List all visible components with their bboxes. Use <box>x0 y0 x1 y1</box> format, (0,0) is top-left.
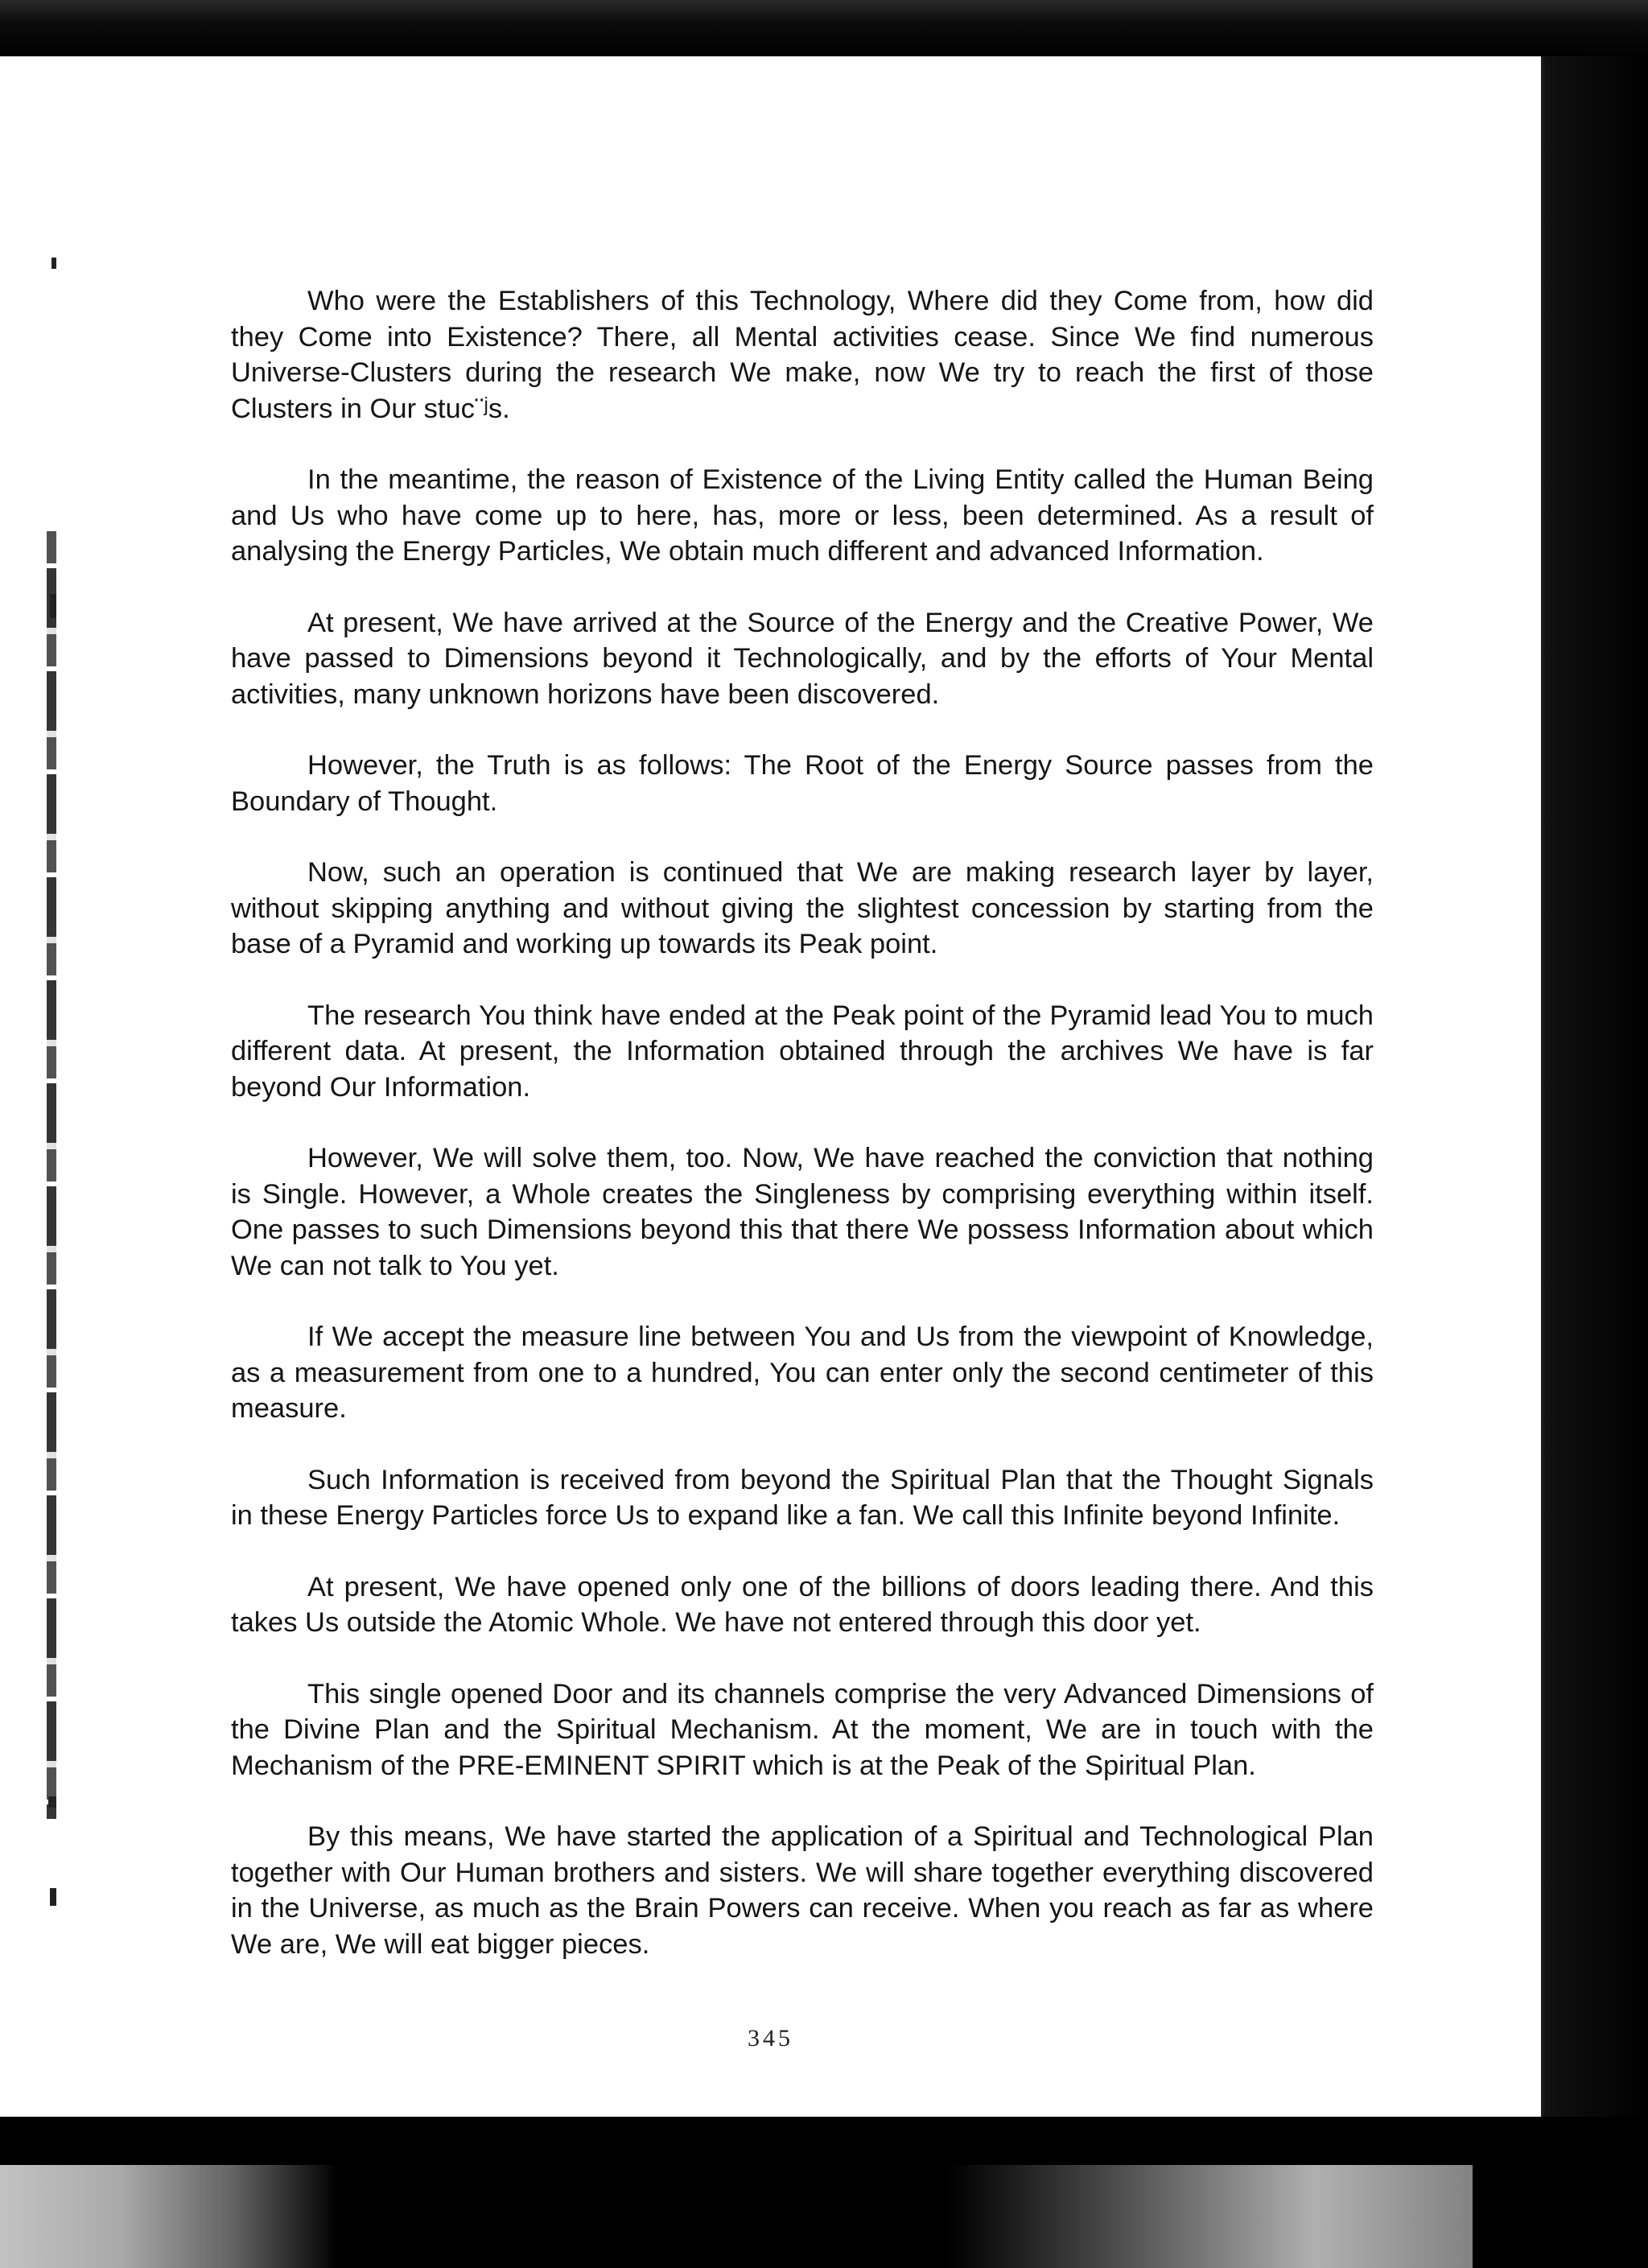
binding-mark <box>50 594 56 618</box>
binding-mark <box>48 1796 56 1808</box>
scan-glare-right <box>950 2165 1473 2268</box>
paragraph-9: Such Information is received from beyond the Spiritual Plan that the Thought Signals in these Energy Particles force Us to expand like a fan. We call this Infinite beyond Infinite. <box>231 1464 1374 1531</box>
paragraph-1: Who were the Establishers of this Technology, Where did they Come from, how did they Come into Existence? There, all Mental activities cease. Since We find numerous Universe-Clusters during the research We make, now We try to reach the first of those Clusters in Our stuc¨ʲs. <box>231 286 1374 424</box>
body-text <box>231 283 1374 1998</box>
paragraph-11: This single opened Door and its channels comprise the very Advanced Dimensions of the Divine Plan and the Spiritual Mechanism. At the moment, We are in touch with the Mechanism of the PRE-EMINENT SPIRIT which is at the Peak of the Spiritual Plan. <box>231 1678 1374 1781</box>
page-number: 345 <box>748 2025 793 2052</box>
scan-glare-left <box>0 2165 338 2268</box>
paragraph-5: Now, such an operation is continued that We are making research layer by layer, without skipping anything and without giving the slightest concession by starting from the base of a Pyramid and working up towards its Peak point. <box>231 857 1374 959</box>
binding-shadow <box>47 531 56 1819</box>
scan-top-border <box>0 0 1648 63</box>
paragraph-10: At present, We have opened only one of the billions of doors leading there. And this takes Us outside the Atomic Whole. We have not entered through this door yet. <box>231 1571 1374 1638</box>
paragraph-12: By this means, We have started the application of a Spiritual and Technological Plan together with Our Human brothers and sisters. We will share together everything discovered in the Universe, as much as the Brain Powers can receive. When you reach as far as where We are, We will eat bigger pieces. <box>231 1821 1374 1960</box>
paragraph-3: At present, We have arrived at the Source of the Energy and the Creative Power, We have passed to Dimensions beyond it Technologically, and by the efforts of Your Mental activities, many unknown horizons have been discovered. <box>231 607 1374 710</box>
paragraph-8: If We accept the measure line between You and Us from the viewpoint of Knowledge, as a measurement from one to a hundred, You can enter only the second centimeter of this measure. <box>231 1322 1374 1424</box>
binding-mark <box>50 1888 56 1906</box>
binding-mark <box>52 258 56 269</box>
paragraph-2: In the meantime, the reason of Existence of the Living Entity called the Human Being and Us who have come up to here, has, more or less, been determined. As a result of analysing the Energy Particles, We obtain much different and advanced Information. <box>231 464 1374 567</box>
paragraph-4: However, the Truth is as follows: The Root of the Energy Source passes from the Boundary of Thought. <box>231 750 1374 817</box>
scan-right-border <box>1544 56 1648 2117</box>
page-sheet <box>0 56 1544 2117</box>
paragraph-6: The research You think have ended at the Peak point of the Pyramid lead You to much different data. At present, the Information obtained through the archives We have is far beyond Our Information. <box>231 1000 1374 1103</box>
paragraph-7: However, We will solve them, too. Now, We have reached the conviction that nothing is Single. However, a Whole creates the Singleness by comprising everything within itself. One passes to such Dimensions beyond this that there We possess Information about which We can not talk to You yet. <box>231 1143 1374 1281</box>
